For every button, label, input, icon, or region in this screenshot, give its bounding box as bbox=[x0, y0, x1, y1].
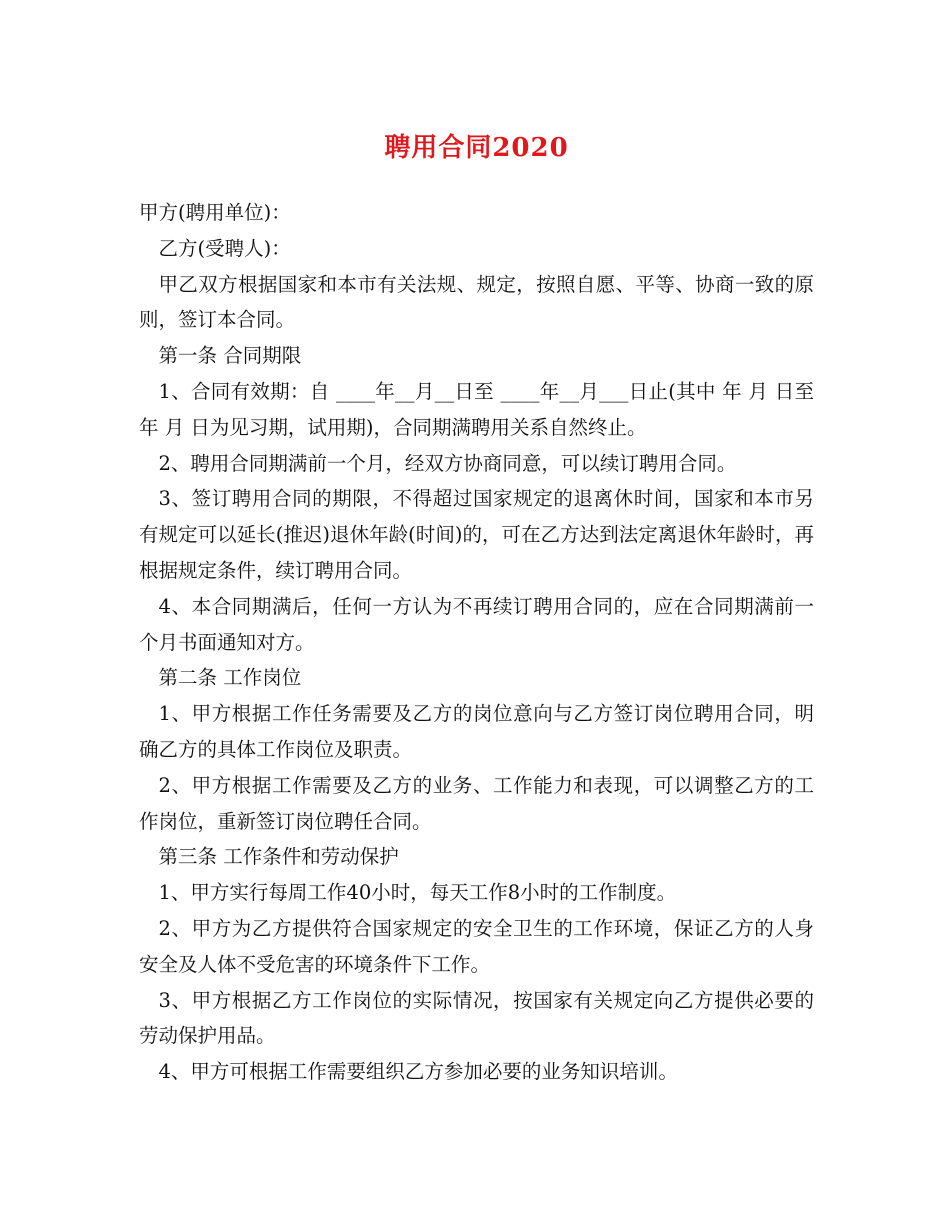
paragraph: 3、签订聘用合同的期限，不得超过国家规定的退离休时间，国家和本市另有规定可以延长(推迟)退休年龄(时间)的，可在乙方达到法定离退休年龄时，再根据规定条件，续订聘用合同。 bbox=[139, 487, 814, 582]
document-title: 聘用合同2020 bbox=[384, 133, 569, 163]
paragraph: 甲乙双方根据国家和本市有关法规、规定，按照自愿、平等、协商一致的原则，签订本合同。 bbox=[139, 272, 814, 332]
article-heading: 第二条 工作岗位 bbox=[158, 666, 302, 690]
party-a-line: 甲方(聘用单位)： bbox=[139, 201, 291, 224]
paragraph: 3、甲方根据乙方工作岗位的实际情况，按国家有关规定向乙方提供必要的劳动保护用品。 bbox=[139, 988, 814, 1048]
paragraph: 1、甲方实行每周工作40小时，每天工作8小时的工作制度。 bbox=[158, 881, 677, 905]
party-b-line: 乙方(受聘人)： bbox=[158, 236, 291, 260]
article-heading: 第三条 工作条件和劳动保护 bbox=[158, 845, 399, 869]
paragraph: 4、甲方可根据工作需要组织乙方参加必要的业务知识培训。 bbox=[158, 1060, 678, 1084]
article-heading: 第一条 合同期限 bbox=[158, 344, 302, 368]
paragraph: 2、聘用合同期满前一个月，经双方协商同意，可以续订聘用合同。 bbox=[158, 451, 737, 475]
paragraph: 2、甲方为乙方提供符合国家规定的安全卫生的工作环境，保证乙方的人身安全及人体不受危害的环境条件下工作。 bbox=[139, 916, 814, 976]
paragraph: 1、甲方根据工作任务需要及乙方的岗位意向与乙方签订岗位聘用合同，明确乙方的具体工作岗位及职责。 bbox=[139, 702, 814, 761]
paragraph: 1、合同有效期：自 ____年__月__日至 ____年__月___日止(其中 年 月 日至 年 月 日为见习期，试用期)，合同期满聘用关系自然终止。 bbox=[139, 379, 814, 439]
paragraph: 4、本合同期满后，任何一方认为不再续订聘用合同的，应在合同期满前一个月书面通知对方。 bbox=[139, 594, 814, 654]
paragraph: 2、甲方根据工作需要及乙方的业务、工作能力和表现，可以调整乙方的工作岗位，重新签订岗位聘任合同。 bbox=[139, 773, 814, 833]
document-body bbox=[139, 195, 814, 1090]
